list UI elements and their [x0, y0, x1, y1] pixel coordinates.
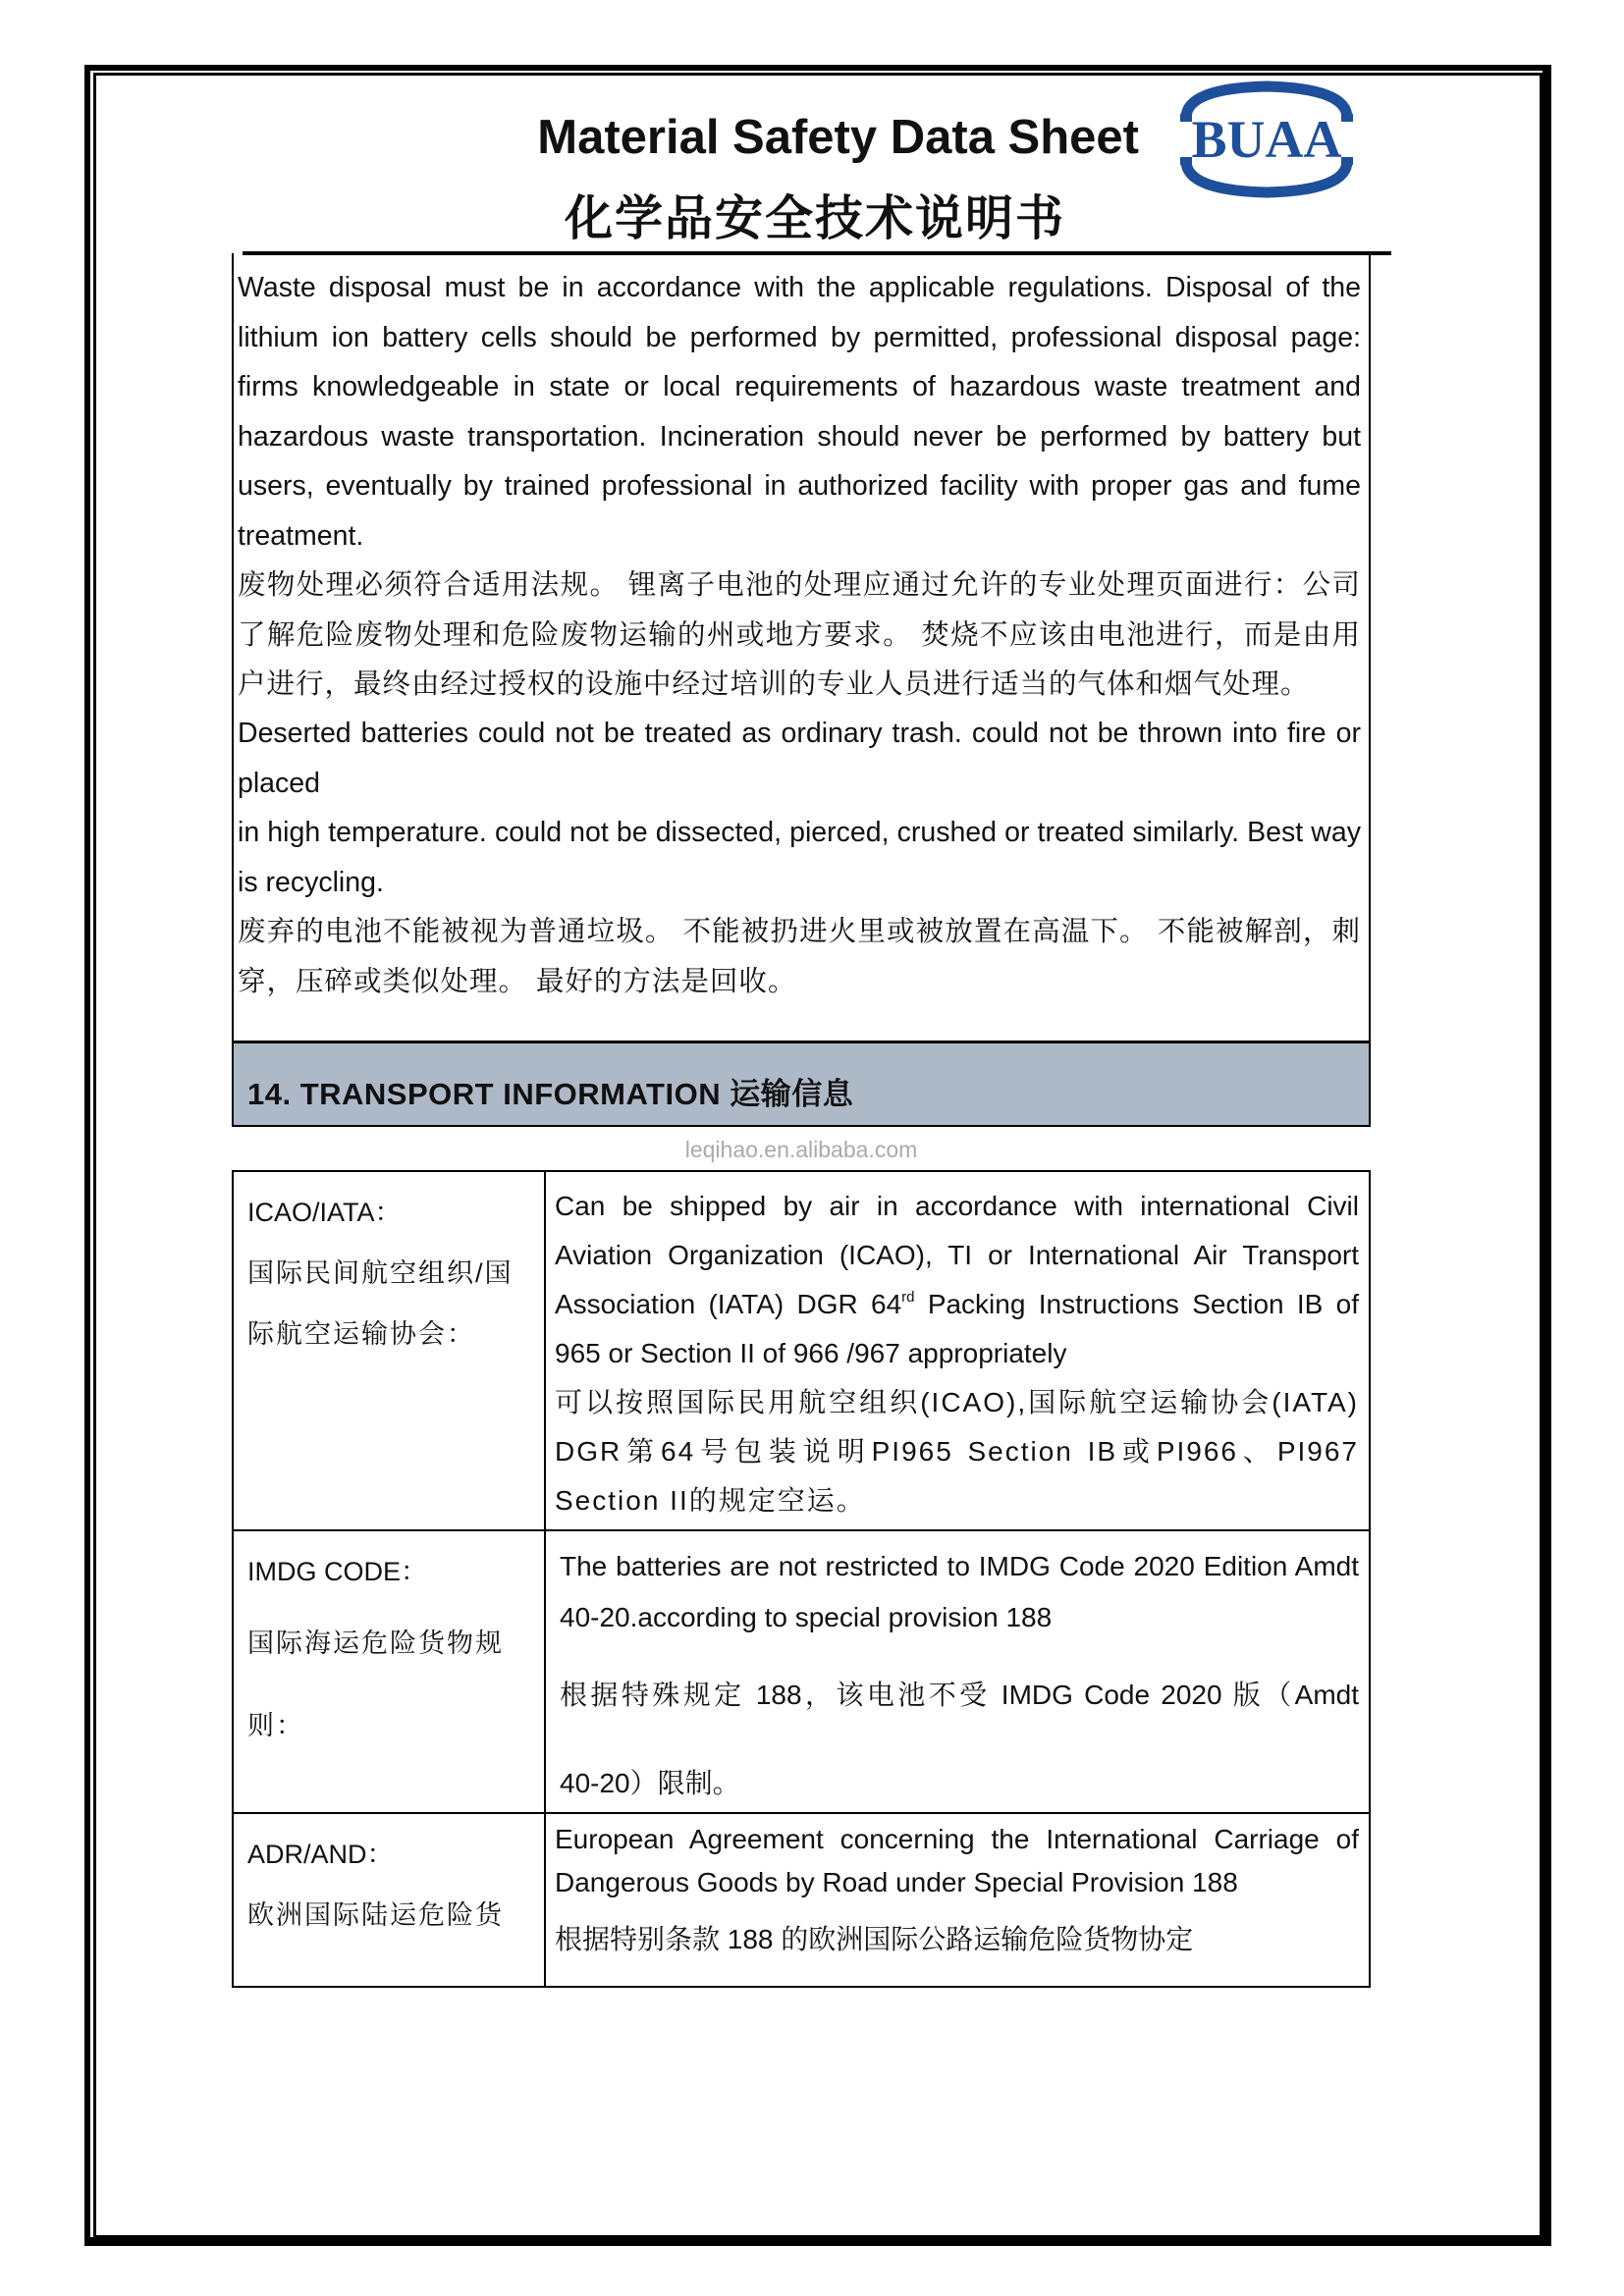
deserted-batteries-paragraph-en-2: in high temperature. could not be dissected, pierced, crushed or treated similarly. Best way is recycling.	[238, 817, 1361, 898]
row-label-cell	[233, 1171, 545, 1530]
transport-table	[232, 1170, 1371, 1988]
watermark: leqihao.en.alibaba.com	[684, 1137, 918, 1162]
row-label-zh: 欧洲国际陆运危险货	[247, 1900, 504, 1930]
row-value-zh-line1: 根据特殊规定 188，该电池不受 IMDG Code 2020 版（Amdt	[560, 1680, 1359, 1710]
disposal-paragraph-zh: 废物处理必须符合适用法规。 锂离子电池的处理应通过允许的专业处理页面进行：公司了解危险废物处理和危险废物运输的州或地方要求。 焚烧不应该由电池进行，而是由用户进行，最终由经过授权的设施中经过培训的专业人员进行适当的气体和烟气处理。	[238, 569, 1361, 700]
deserted-batteries-paragraph-en-1: Deserted batteries could not be treated as ordinary trash. could not be thrown into fire or placed	[238, 718, 1361, 799]
row-label-en: ICAO/IATA：	[247, 1198, 402, 1227]
row-label-en: IMDG CODE：	[247, 1557, 428, 1586]
section-title: 14. TRANSPORT INFORMATION 运输信息	[247, 1077, 854, 1111]
disposal-paragraph-en: Waste disposal must be in accordance with the applicable regulations. Disposal of the lithium ion battery cells should be performed by permitted, professional disposal page: firms knowledgeable in state or local requirements of hazardous waste treatment and hazardous waste transportation. Incineration should never be performed by battery but users, eventually by trained professional in authorized facility with proper gas and fume treatment.	[238, 272, 1361, 552]
row-value-cell	[545, 1813, 1370, 1987]
row-value-cell	[545, 1171, 1370, 1530]
document-title-zh: 化学品安全技术说明书	[564, 192, 1065, 245]
row-label-zh: 国际民间航空组织/国际航空运输协会：	[247, 1258, 514, 1349]
row-value-en: The batteries are not restricted to IMDG Code 2020 Edition Amdt 40-20.according to special provision 188	[560, 1551, 1359, 1632]
row-label-en: ADR/AND：	[247, 1840, 394, 1869]
section-header-transport	[232, 1041, 1371, 1127]
table-row	[233, 1171, 1370, 1530]
row-value-en	[555, 1182, 1359, 1378]
row-label-cell	[233, 1530, 545, 1813]
row-label-cell	[233, 1813, 545, 1987]
table-row	[233, 1813, 1370, 1987]
logo-text: BUAA	[1191, 110, 1342, 169]
disposal-section	[232, 253, 1371, 1042]
document-title-en: Material Safety Data Sheet	[537, 111, 1139, 164]
row-value-zh-line2: 40-20）限制。	[560, 1768, 740, 1798]
row-label-zh: 国际海运危险货物规则：	[247, 1629, 504, 1740]
row-value-en: European Agreement concerning the International Carriage of Dangerous Goods by Road under Special Provision 188	[555, 1824, 1359, 1897]
table-row	[233, 1530, 1370, 1813]
value-text: Can be shipped by air in accordance with international Civil Aviation Organization (ICAO), TI or International Air Transport Association (IATA) DGR 64	[555, 1191, 1359, 1319]
deserted-batteries-paragraph-zh: 废弃的电池不能被视为普通垃圾。 不能被扔进火里或被放置在高温下。 不能被解剖，刺穿，压碎或类似处理。 最好的方法是回收。	[238, 916, 1361, 997]
row-value-cell	[545, 1530, 1370, 1813]
row-value-zh: 根据特别条款 188 的欧洲国际公路运输危险货物协定	[555, 1924, 1194, 1954]
value-text: Packing Instructions Section IB of 965 or Section II of 966 /967 appropriately	[555, 1289, 1359, 1368]
buaa-logo	[1168, 80, 1365, 198]
row-value-zh: 可以按照国际民用航空组织(ICAO),国际航空运输协会(IATA) DGR第64号包装说明PI965 Section IB或PI966、PI967 Section II的规定空运。	[555, 1387, 1359, 1516]
ordinal-suffix: rd	[901, 1289, 915, 1306]
buaa-logo-icon	[1168, 80, 1365, 198]
